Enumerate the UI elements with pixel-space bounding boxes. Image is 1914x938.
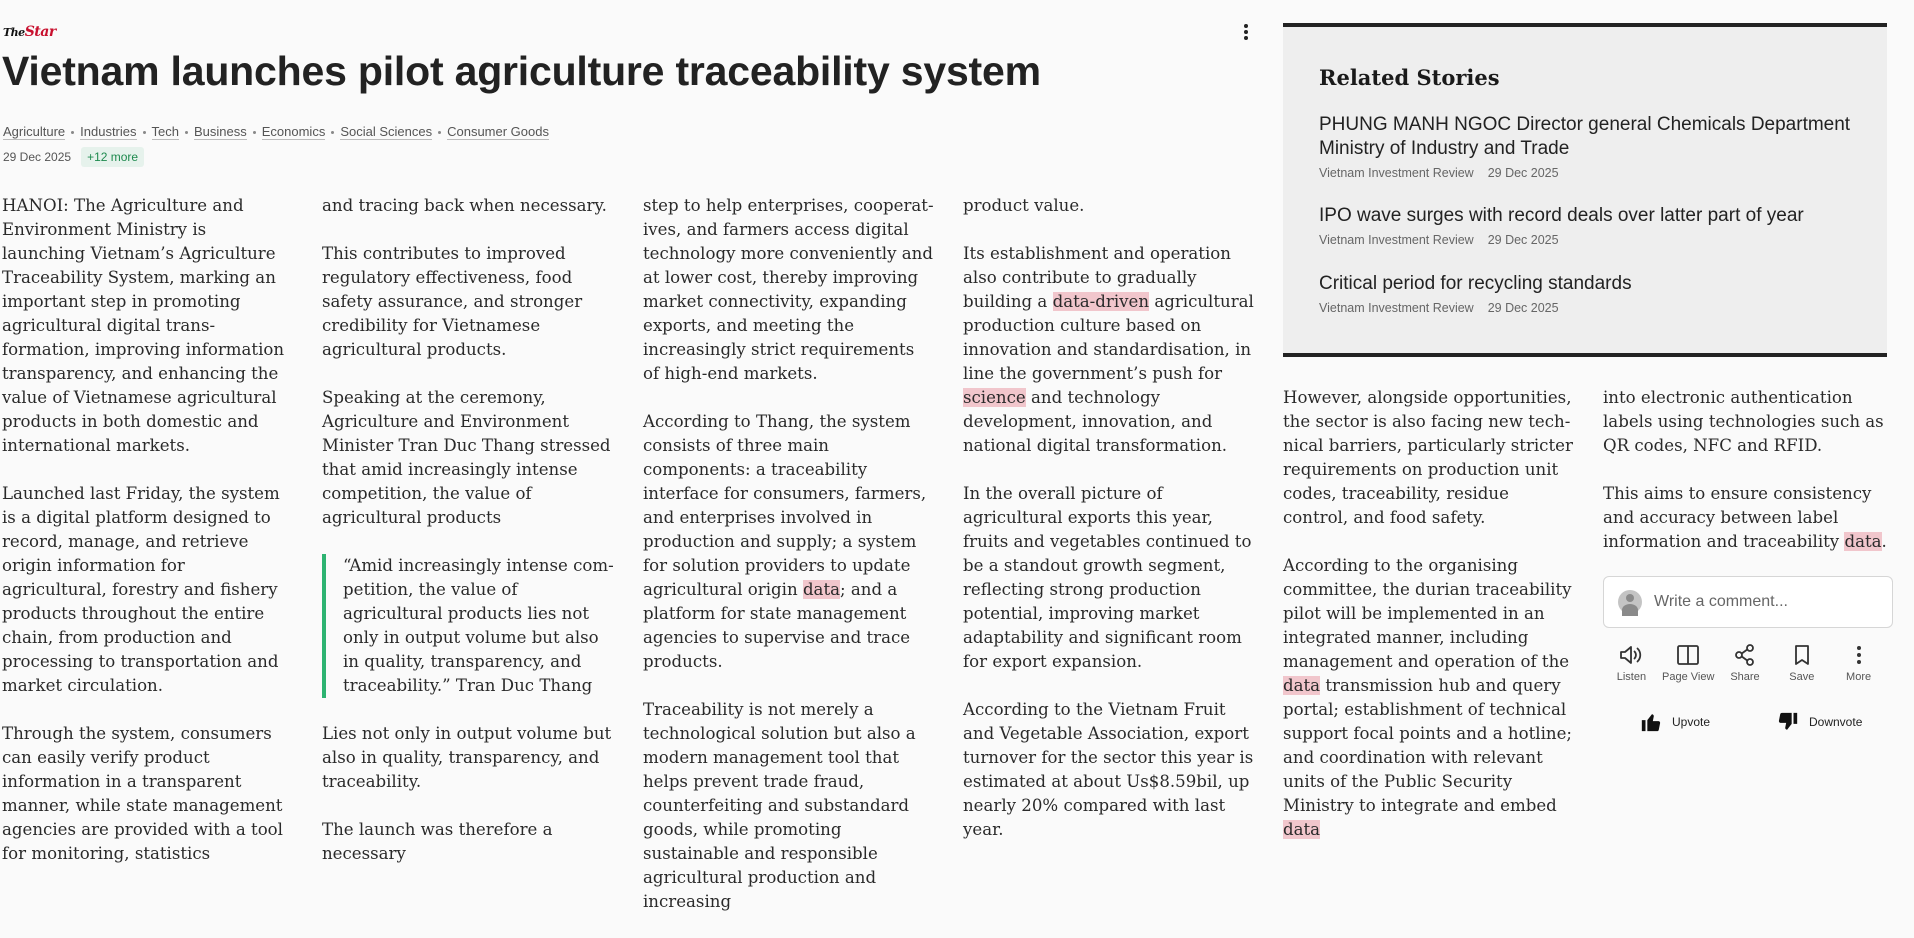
story-date: 29 Dec 2025 (1487, 301, 1559, 315)
related-story[interactable] (1319, 113, 1879, 180)
highlighted-term[interactable]: data-driven (1052, 292, 1150, 311)
thumbs-down-icon (1777, 711, 1799, 733)
story-date: 29 Dec 2025 (1487, 166, 1559, 180)
tag-link[interactable]: Tech (151, 124, 179, 139)
text-segment: According to the organising committee, the durian traceability pilot will be implemented in an integrated manner, including management and operation of the (1283, 556, 1572, 671)
paragraph (643, 410, 935, 674)
downvote-button[interactable] (1777, 711, 1914, 733)
related-story-meta (1319, 301, 1879, 315)
share-button[interactable] (1717, 643, 1774, 683)
pull-quote: “Amid increasingly intense competition, the value of agricultural products lies not only in output volume but also in quality, transparency, and traceability.” Tran Duc Thang (322, 554, 614, 698)
story-source: Vietnam Investment Review (1319, 166, 1474, 180)
page-title: Vietnam launches pilot agriculture traceability system (2, 48, 1041, 94)
speaker-icon (1618, 643, 1644, 667)
thumbs-up-icon (1640, 711, 1662, 733)
more-label: More (1846, 671, 1872, 683)
comment-placeholder: Write a comment... (1654, 593, 1788, 610)
paragraph (1603, 482, 1887, 554)
tag-link[interactable]: Economics (261, 124, 326, 139)
highlighted-term[interactable]: data (1283, 676, 1321, 695)
related-story-meta (1319, 233, 1879, 247)
paragraph: This contributes to improved regulatory effectiveness, food safety assurance, and stronger credibility for Vietnamese agricultural products. (322, 244, 583, 359)
related-story-title[interactable]: IPO wave surges with record deals over latter part of year (1319, 205, 1804, 226)
paragraph: product value. (963, 196, 1085, 215)
related-story-title[interactable]: PHUNG MANH NGOC Director general Chemicals Department Ministry of Industry and Trade (1319, 114, 1851, 159)
save-button[interactable] (1773, 643, 1830, 683)
page-view-button[interactable] (1660, 643, 1717, 683)
tag-list (3, 124, 549, 139)
text-segment: . (1881, 532, 1887, 551)
tag-link[interactable]: Agriculture (3, 124, 66, 139)
paragraph: step to help enterprises, cooperatives, and farmers access digital technology more conveniently and at lower cost, thereby improving market connectivity, expanding exports, and meeting the increasingly strict requirements of high-end markets. (643, 196, 934, 383)
vote-bar (1640, 711, 1914, 733)
logo-the: The (3, 26, 25, 39)
logo-star: Star (24, 24, 56, 40)
text-segment: ; and a platform for state management agencies to supervise and trace products. (643, 580, 911, 671)
text-segment: transmission hub and query portal; establishment of technical support focal points and a hotline; and coordination with relevant units of the Public Security Ministry to integrate and embed (1283, 676, 1572, 815)
more-tags-button[interactable]: +12 more (81, 147, 144, 167)
page-view-icon (1675, 643, 1701, 667)
paragraph: HANOI: The Agriculture and Environment Ministry is launching Vietnam’s Agriculture Traceability System, marking an important step in promoting agricultural digital transformation, improving information transparency, and enhancing the value of Vietnamese agricultural products in both domestic and international markets. (2, 196, 285, 455)
story-source: Vietnam Investment Review (1319, 233, 1474, 247)
highlighted-term[interactable]: data (1844, 532, 1882, 551)
story-date: 29 Dec 2025 (1487, 233, 1559, 247)
text-segment: and technology development, innovation, and national digital transformation. (963, 388, 1228, 455)
text-segment: agricultural production culture based on innovation and standardisation, in line the government’s push for (963, 292, 1254, 383)
paragraph: The launch was therefore a necessary (322, 820, 553, 863)
more-vertical-icon (1846, 643, 1872, 667)
paragraph: Lies not only in output volume but also in quality, transparency, and traceability. (322, 724, 612, 791)
article-column-5 (1283, 386, 1575, 866)
tag-link[interactable]: Consumer Goods (447, 124, 549, 139)
more-button[interactable] (1830, 643, 1887, 683)
highlighted-term[interactable]: science (963, 388, 1026, 407)
avatar-icon (1618, 590, 1642, 614)
upvote-label: Upvote (1672, 715, 1711, 729)
related-story-title[interactable]: Critical period for recycling standards (1319, 273, 1632, 294)
paragraph (1283, 554, 1575, 842)
tag-link[interactable]: Business (193, 124, 247, 139)
tag-link[interactable]: Social Sciences (340, 124, 433, 139)
highlighted-term[interactable]: data (802, 580, 841, 599)
save-label: Save (1789, 671, 1815, 683)
text-segment: According to Thang, the system consists of three main components: a traceability interface for consumers, farmers, and enterprises involved in production and supply; a system for solution providers to update agricultural origin (643, 412, 927, 599)
date-row (3, 147, 144, 167)
paragraph: Speaking at the ceremony, Agriculture and Environment Minister Tran Duc Thang stressed that amid increasingly intense competition, the value of agricultural products (322, 388, 611, 527)
kebab-menu-icon[interactable] (1238, 22, 1254, 44)
related-stories-heading: Related Stories (1319, 65, 1500, 90)
paragraph (963, 242, 1255, 458)
upvote-button[interactable] (1640, 711, 1777, 733)
paragraph: Launched last Friday, the system is a digital platform designed to record, manage, and retrieve origin information for agricultural, forestry and fishery products throughout the entire chain, from production and processing to transportation and market circulation. (2, 484, 280, 695)
tag-link[interactable]: Industries (80, 124, 137, 139)
article-column-6 (1603, 386, 1887, 578)
paragraph: Traceability is not merely a technological solution but also a modern management tool that helps prevent trade fraud, counterfeiting and substandard goods, while promoting sustainable and responsible agricultural production and increasing (643, 700, 916, 911)
comment-input[interactable] (1603, 576, 1893, 628)
article-column-1 (2, 194, 294, 890)
article-column-3 (643, 194, 935, 938)
bookmark-icon (1789, 643, 1815, 667)
related-stories-panel (1283, 23, 1887, 357)
listen-label: Listen (1616, 671, 1647, 683)
share-label: Share (1730, 671, 1760, 683)
listen-button[interactable] (1603, 643, 1660, 683)
related-story-meta (1319, 166, 1879, 180)
related-story[interactable] (1319, 272, 1879, 315)
paragraph: According to the Vietnam Fruit and Vegetable Association, export turnover for the sector this year is estimated at about Us$8.59bil, up nearly 20% compared with last year. (963, 700, 1254, 839)
share-icon (1732, 643, 1758, 667)
story-source: Vietnam Investment Review (1319, 301, 1474, 315)
downvote-label: Downvote (1809, 715, 1863, 729)
paragraph: into electronic authentication labels using technologies such as QR codes, NFC and RFID. (1603, 388, 1884, 455)
paragraph: In the overall picture of agricultural exports this year, fruits and vegetables continued to be a standout growth segment, reflecting strong production potential, improving market adaptability and significant room for export expansion. (963, 484, 1252, 671)
related-story[interactable] (1319, 204, 1879, 247)
article-action-bar (1603, 643, 1887, 683)
text-segment: This aims to ensure consistency and accuracy between label information and traceability (1603, 484, 1872, 551)
text-segment: Its establishment and operation also contribute to gradually building a (963, 244, 1231, 311)
page-view-label: Page View (1662, 671, 1715, 683)
paragraph: However, alongside opportunities, the sector is also facing new technical barriers, particularly stricter requirements on production unit codes, traceability, residue control, and food safety. (1283, 388, 1573, 527)
publish-date: 29 Dec 2025 (3, 150, 72, 164)
paragraph: Through the system, consumers can easily verify product information in a transparent manner, while state management agencies are provided with a tool for monitoring, statistics (2, 724, 283, 863)
article-column-2 (322, 194, 614, 890)
publication-logo[interactable] (3, 24, 56, 40)
highlighted-term[interactable]: data (1283, 820, 1321, 839)
paragraph: and tracing back when necessary. (322, 196, 607, 215)
article-column-4 (963, 194, 1255, 866)
